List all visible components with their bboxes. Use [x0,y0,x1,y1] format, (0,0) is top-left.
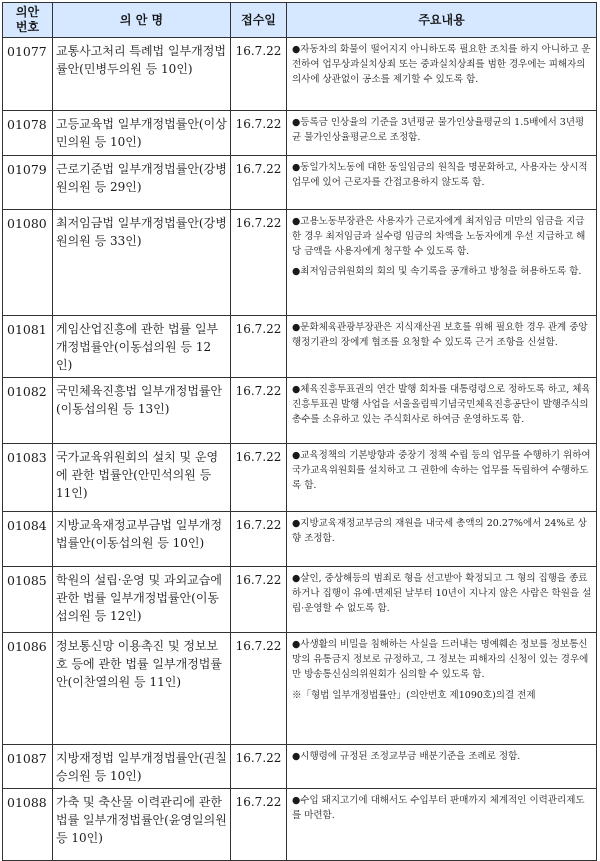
received-date: 16.7.22 [231,745,287,789]
bill-number: 01087 [3,745,53,789]
main-content [287,567,597,633]
received-date: 16.7.22 [231,512,287,567]
bill-title: 지방재정법 일부개정법률안(권칠승의원 등 10인) [53,745,231,789]
table-row [3,745,597,789]
bill-title: 게임산업진흥에 관한 법률 일부개정법률안(이동섭의원 등 12인) [53,316,231,378]
content-item: ●교육정책의 기본방향과 중장기 정책 수립 등의 업무를 수행하기 위하여 국가교육위원회를 설치하고 그 권한에 속하는 업무를 독립하여 수행하도록 함. [292,450,591,491]
content-item: ●지방교육재정교부금의 재원을 내국세 총액의 20.27%에서 24%로 상향 조정함. [292,518,587,544]
main-content [287,789,597,861]
header-received-date: 접수일 [231,3,287,38]
bill-number: 01086 [3,633,53,745]
content-item: ●사생활의 비밀을 침해하는 사실을 드러내는 명예훼손 정보를 정보통신망의 유통금지 정보로 규정하고, 그 정보는 피해자의 신청이 있는 경우에만 방송통신심의위원회가 심의할 수 있도록 함. [292,639,589,680]
received-date: 16.7.22 [231,38,287,111]
table-row [3,567,597,633]
main-content [287,745,597,789]
received-date: 16.7.22 [231,789,287,861]
bill-title: 정보통신망 이용촉진 및 정보보호 등에 관한 법률 일부개정법률안(이찬열의원 등 11인) [53,633,231,745]
main-content [287,378,597,444]
main-content [287,512,597,567]
table-row [3,210,597,316]
main-content [287,444,597,512]
received-date: 16.7.22 [231,567,287,633]
content-item: ●수입 돼지고기에 대해서도 수입부터 판매까지 체계적인 이력관리제도를 마련함. [292,795,585,821]
bill-title: 고등교육법 일부개정법률안(이상민의원 등 10인) [53,111,231,156]
content-item: ●문화체육관광부장관은 지식재산권 보호를 위해 필요한 경우 관계 중앙행정기관의 장에게 협조를 요청할 수 있도록 근거 조항을 신설함. [292,322,588,348]
content-item: ●체육진흥투표권의 연간 발행 회차를 대통령령으로 정하도록 하고, 체육진흥투표권 발행 사업을 서울올림픽기념국민체육진흥공단이 발행주식의 총수를 소유하고 있는 주식회사로 하여금 운영하도록 함. [292,384,591,425]
main-content [287,38,597,111]
header-main-content: 주요내용 [287,3,597,38]
table-row [3,316,597,378]
bill-number: 01088 [3,789,53,861]
table-row [3,378,597,444]
content-note: ※「형법 일부개정법률안」(의안번호 제1090호)의결 전제 [292,690,536,701]
bill-title: 지방교육재정교부금법 일부개정법률안(이동섭의원 등 10인) [53,512,231,567]
bill-title: 학원의 설립·운영 및 과외교습에 관한 법률 일부개정법률안(이동섭의원 등 12인) [53,567,231,633]
bill-number: 01081 [3,316,53,378]
content-item: ●고용노동부장관은 사용자가 근로자에게 최저임금 미만의 임금을 지급한 경우 최저임금과 실수령 임금의 차액을 노동자에게 우선 지급하고 해당 금액을 사용자에게 청구할 수 있도록 함. [292,216,586,257]
received-date: 16.7.22 [231,111,287,156]
bill-number: 01078 [3,111,53,156]
bill-number: 01080 [3,210,53,316]
bill-title: 교통사고처리 특례법 일부개정법률안(민병두의원 등 10인) [53,38,231,111]
main-content [287,210,597,316]
content-item: ●자동차의 화물이 떨어지지 아니하도록 필요한 조치를 하지 아니하고 운전하여 업무상과실치상죄 또는 중과실치상죄를 범한 경우에는 피해자의 의사에 상관없이 공소를 제기할 수 있도록 함. [292,44,591,85]
bill-title: 근로기준법 일부개정법률안(강병원의원 등 29인) [53,156,231,210]
main-content [287,156,597,210]
table-row [3,156,597,210]
main-content [287,111,597,156]
table-row [3,512,597,567]
received-date: 16.7.22 [231,316,287,378]
received-date: 16.7.22 [231,444,287,512]
table-row [3,444,597,512]
content-item: ●동일가치노동에 대한 동일임금의 원칙을 명문화하고, 사용자는 상시적 업무에 있어 근로자를 간접고용하지 않도록 함. [292,162,588,188]
bill-title: 국민체육진흥법 일부개정법률안(이동섭의원 등 13인) [53,378,231,444]
table-header-row [3,3,597,38]
received-date: 16.7.22 [231,633,287,745]
bill-document [2,2,596,861]
received-date: 16.7.22 [231,210,287,316]
main-content [287,316,597,378]
bill-title: 가축 및 축산물 이력관리에 관한 법률 일부개정법률안(윤영일의원 등 10인) [53,789,231,861]
bill-number: 01084 [3,512,53,567]
bill-number: 01085 [3,567,53,633]
main-content [287,633,597,745]
bill-number: 01082 [3,378,53,444]
bill-number: 01079 [3,156,53,210]
header-bill-name: 의 안 명 [53,3,231,38]
table-row [3,111,597,156]
content-item: ●시행령에 규정된 조정교부금 배분기준을 조례로 정함. [292,751,521,762]
header-bill-number: 의안 번호 [3,3,53,38]
content-item: ●살인, 중상해등의 범죄로 형을 선고받아 확정되고 그 형의 집행을 종료하거나 집행이 유예·면제된 날부터 10년이 지나지 않은 사람은 학원을 설립·운영할 수 없도록 함. [292,573,592,614]
table-row [3,633,597,745]
content-item: ●등록금 인상율의 기준을 3년평균 물가인상율평균의 1.5배에서 3년평균 물가인상율평균으로 조정함. [292,117,585,143]
received-date: 16.7.22 [231,378,287,444]
content-item: ●최저임금위원회의 회의 및 속기록을 공개하고 방청을 허용하도록 함. [292,266,582,277]
bill-title: 최저임금법 일부개정법률안(강병원의원 등 33인) [53,210,231,316]
received-date: 16.7.22 [231,156,287,210]
bill-number: 01077 [3,38,53,111]
table-row [3,789,597,861]
bill-title: 국가교육위원회의 설치 및 운영에 관한 법률안(안민석의원 등 11인) [53,444,231,512]
table-row [3,38,597,111]
bill-number: 01083 [3,444,53,512]
table-body [3,38,597,861]
bill-table [2,2,597,861]
